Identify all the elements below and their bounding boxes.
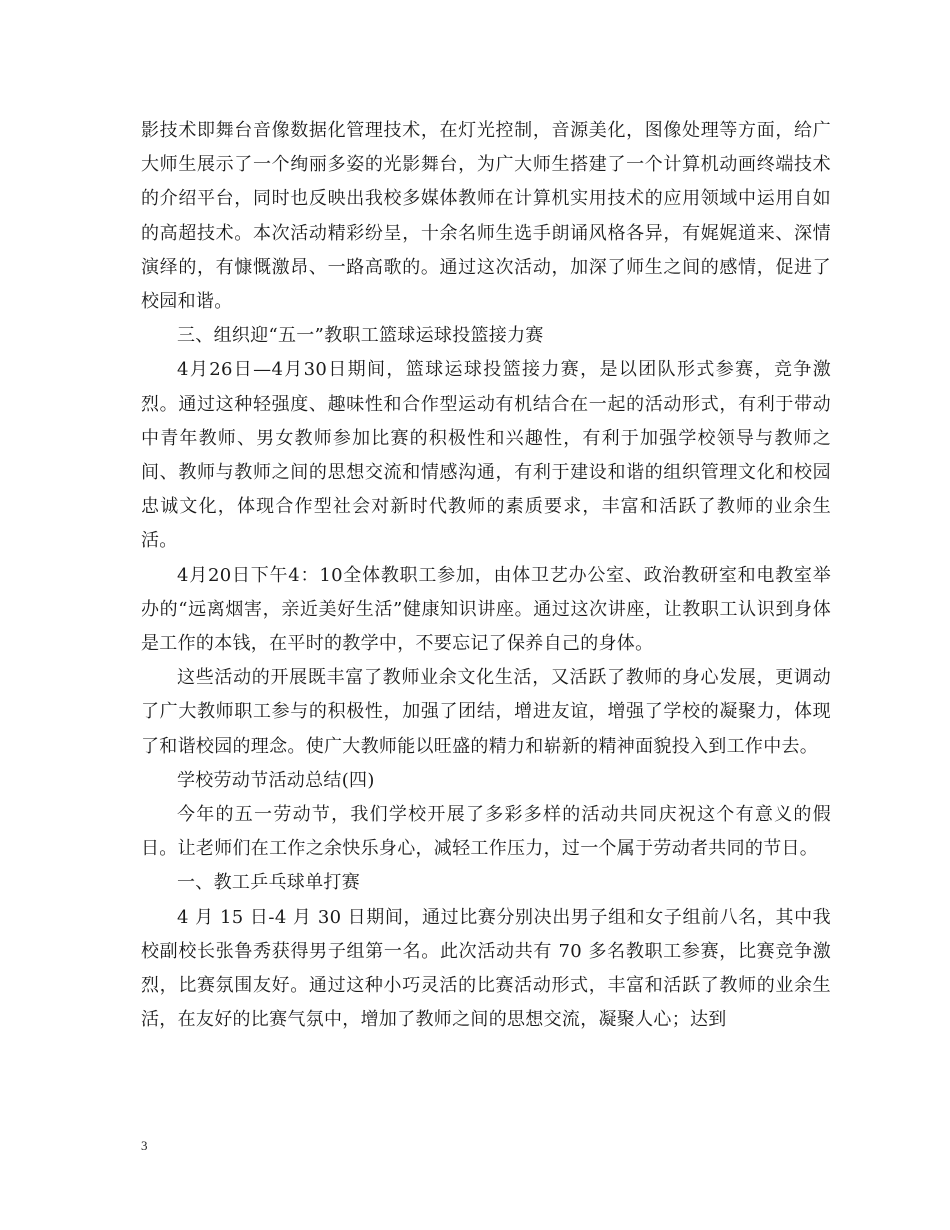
paragraph-basketball-relay: 4月26日—4月30日期间，篮球运球投篮接力赛，是以团队形式参赛，竞争激烈。通过这种轻强度、趣味性和合作型运动有机结合在一起的活动形式，有利于带动中青年教师、男女教师参加比赛的积极性和兴趣性，有利于加强学校领导与教师之间、教师与教师之间的思想交流和情感沟通，有利于建设和谐的组织管理文化和校园忠诚文化，体现合作型社会对新时代教师的素质要求，丰富和活跃了教师的业余生活。: [141, 359, 831, 552]
section-title-summary-four: 学校劳动节活动总结(四): [177, 769, 375, 791]
page-number: 3: [141, 1138, 148, 1153]
paragraph-health-lecture: 4月20日下午4：10全体教职工参加，由体卫艺办公室、政治教研室和电教室举办的“远离烟害，亲近美好生活”健康知识讲座。通过这次讲座，让教职工认识到身体是工作的本钱，在平时的教学中，不要忘记了保养自己的身体。: [141, 564, 831, 655]
paragraph-may-day-intro: 今年的五一劳动节，我们学校开展了多彩多样的活动共同庆祝这个有意义的假日。让老师们在工作之余快乐身心，减轻工作压力，过一个属于劳动者共同的节日。: [141, 804, 831, 860]
heading-table-tennis: 一、教工乒乓球单打赛: [177, 872, 360, 894]
paragraph-stage-technology: 影技术即舞台音像数据化管理技术，在灯光控制，音源美化，图像处理等方面，给广大师生展示了一个绚丽多姿的光影舞台，为广大师生搭建了一个计算机动画终端技术的介绍平台，同时也反映出我校多媒体教师在计算机实用技术的应用领域中运用自如的高超技术。本次活动精彩纷呈，十余名师生选手朗诵风格各异，有娓娓道来、深情演绎的，有慷慨激昂、一路高歌的。通过这次活动，加深了师生之间的感情，促进了校园和谐。: [141, 120, 831, 313]
heading-basketball-relay: 三、组织迎“五一”教职工篮球运球投篮接力赛: [177, 325, 544, 347]
body-text: [141, 114, 831, 1037]
paragraph-table-tennis: 4 月 15 日-4 月 30 日期间，通过比赛分别决出男子组和女子组前八名，其中我校副校长张鲁秀获得男子组第一名。此次活动共有 70 多名教职工参赛，比赛竞争激烈，比赛氛围友好。通过这种小巧灵活的比赛活动形式，丰富和活跃了教师的业余生活，在友好的比赛气氛中，增加了教师之间的思想交流，凝聚人心；达到: [141, 906, 831, 1031]
paragraph-activities-summary: 这些活动的开展既丰富了教师业余文化生活，又活跃了教师的身心发展，更调动了广大教师职工参与的积极性，加强了团结，增进友谊，增强了学校的凝聚力，体现了和谐校园的理念。使广大教师能以旺盛的精力和崭新的精神面貌投入到工作中去。: [141, 667, 831, 757]
